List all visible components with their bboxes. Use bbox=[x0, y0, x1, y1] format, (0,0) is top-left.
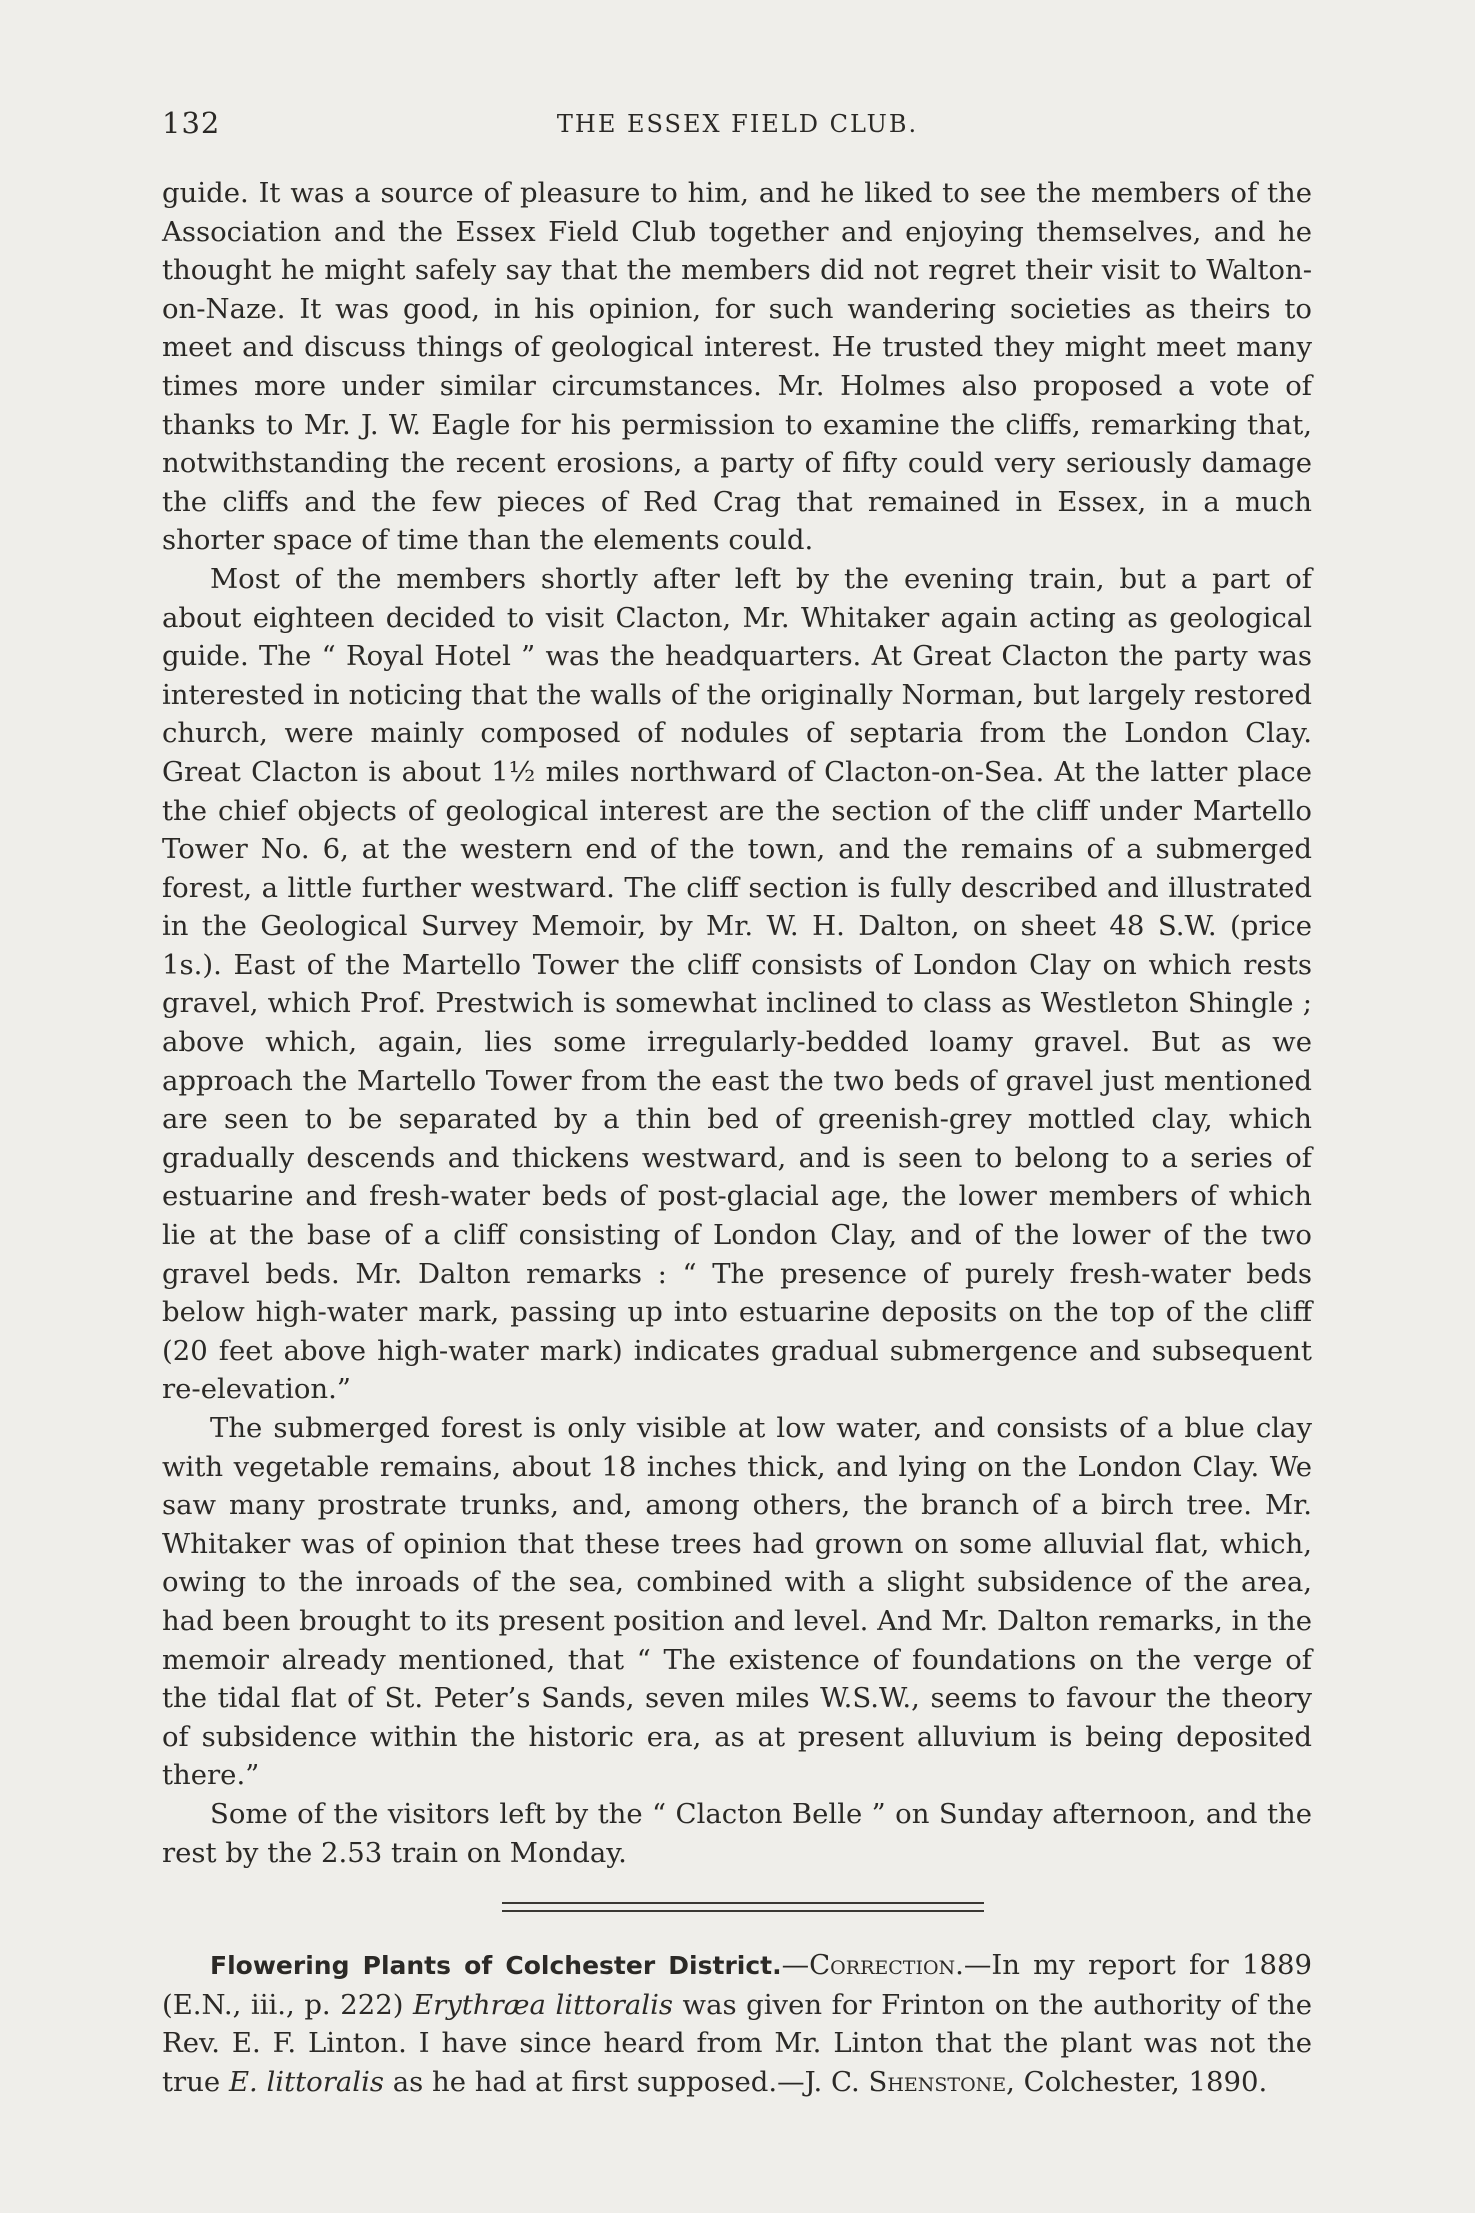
page-number: 132 bbox=[162, 106, 221, 140]
article-body bbox=[162, 174, 1312, 1872]
note-text-3: as he had at first supposed.—J. C. bbox=[384, 2065, 869, 2098]
note-author: Shenstone bbox=[868, 2065, 1007, 2098]
note-text-1: —In my report for 1889 (E.N., iii., p. 222) bbox=[162, 1949, 1313, 2021]
section-divider bbox=[502, 1902, 984, 1912]
paragraph-2: Most of the members shortly after left by the evening train, but a part of about eighteen decided to visit Clacton, Mr. Whitaker again acting as geological guide. The “ Royal Hotel ” was the headquarters. At Great Clacton the party was interested in noticing that the walls of the originally Norman, but largely restored church, were mainly composed of nodules of septaria from the London Clay. Great Clacton is about 1½ miles northward of Clacton-on-Sea. At the latter place the chief objects of geological interest are the section of the cliff under Martello Tower No. 6, at the western end of the town, and the remains of a submerged forest, a little further westward. The cliff section is fully described and illustrated in the Geological Survey Memoir, by Mr. W. H. Dalton, on sheet 48 S.W. (price 1s.). East of the Martello Tower the cliff consists of London Clay on which rests gravel, which Prof. Prestwich is somewhat inclined to class as Westleton Shingle ; above which, again, lies some irregularly-bedded loamy gravel. But as we approach the Martello Tower from the east the two beds of gravel just mentioned are seen to be separated by a thin bed of greenish-grey mottled clay, which gradually descends and thickens westward, and is seen to belong to a series of estuarine and fresh-water beds of post-glacial age, the lower members of which lie at the base of a cliff consisting of London Clay, and of the lower of the two gravel beds. Mr. Dalton remarks : “ The presence of purely fresh-water beds below high-water mark, passing up into estuarine deposits on the top of the cliff (20 feet above high-water mark) indicates gradual submergence and subsequent re-elevation.” bbox=[162, 562, 1312, 1406]
paragraph-4: Some of the visitors left by the “ Clacton Belle ” on Sunday afternoon, and the rest by the 2.53 train on Monday. bbox=[162, 1797, 1312, 1869]
paragraph-1: guide. It was a source of pleasure to him, and he liked to see the members of the Association and the Essex Field Club together and enjoying themselves, and he thought he might safely say that the members did not regret their visit to Walton-on-Naze. It was good, in his opinion, for such wandering societies as theirs to meet and discuss things of geological interest. He trusted they might meet many times more under similar circumstances. Mr. Holmes also proposed a vote of thanks to Mr. J. W. Eagle for his permission to examine the cliffs, remarking that, notwithstanding the recent erosions, a party of fifty could very seriously damage the cliffs and the few pieces of Red Crag that remained in Essex, in a much shorter space of time than the elements could. bbox=[162, 177, 1312, 557]
correction-note bbox=[162, 1946, 1312, 2101]
note-heading: Flowering Plants of Colchester District. bbox=[210, 1951, 782, 1980]
note-text-4: , Colchester, 1890. bbox=[1006, 2065, 1268, 2098]
running-head: THE ESSEX FIELD CLUB. bbox=[556, 110, 919, 138]
note-species-1: Erythræa littoralis bbox=[413, 1988, 673, 2021]
note-paragraph bbox=[162, 1946, 1312, 2101]
paragraph-3: The submerged forest is only visible at low water, and consists of a blue clay with vegetable remains, about 18 inches thick, and lying on the London Clay. We saw many prostrate trunks, and, among others, the branch of a birch tree. Mr. Whitaker was of opinion that these trees had grown on some alluvial flat, which, owing to the inroads of the sea, combined with a slight subsidence of the area, had been brought to its present position and level. And Mr. Dalton remarks, in the memoir already mentioned, that “ The existence of foundations on the verge of the tidal flat of St. Peter’s Sands, seven miles W.S.W., seems to favour the theory of subsidence within the historic era, as at present alluvium is being deposited there.” bbox=[162, 1412, 1312, 1792]
note-dash: — bbox=[781, 1949, 810, 1981]
note-label: Correction. bbox=[809, 1949, 964, 1981]
note-species-2: E. littoralis bbox=[228, 2065, 384, 2098]
note-text-2: was given for Frinton on the authority of the Rev. E. F. Linton. I have since heard from Mr. Linton that the plant was not the true bbox=[162, 1988, 1312, 2098]
